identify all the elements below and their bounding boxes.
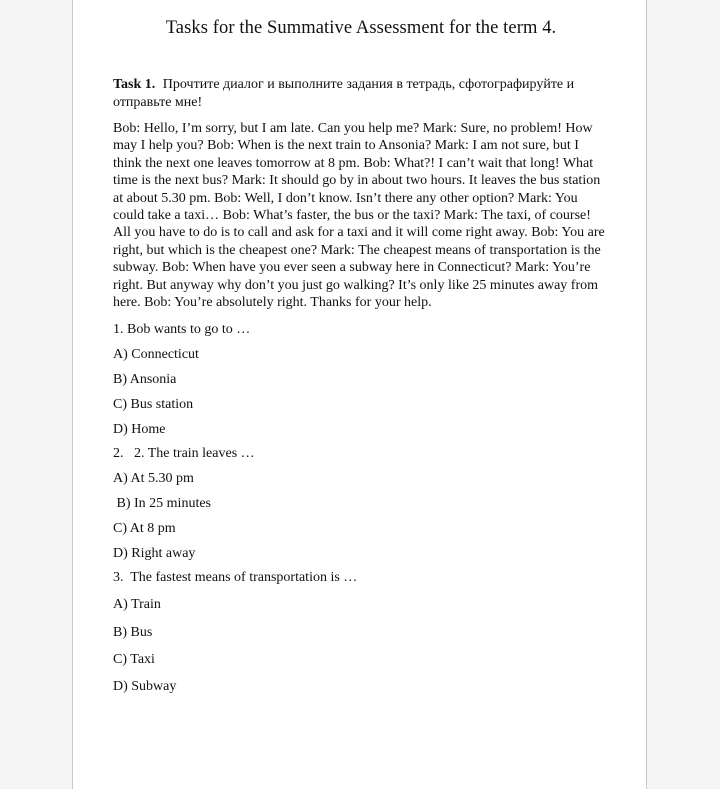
question-3-option-b: B) Bus — [113, 625, 153, 640]
dialog-text: Bob: Hello, I’m sorry, but I am late. Can you help me? Mark: Sure, no problem! How may I help you? Bob: When is the next train to Ansonia? Mark: I am not sure, but I think the next one leaves tomorrow at 8 pm. Bob: What?! I can’t wait that long! What time is the next bus? Mark: It should go by in about two hours. It leaves the bus station at about 5.30 pm. Bob: Well, I don’t know. Isn’t there any other option? Mark: You could take a taxi… Bob: What’s faster, the bus or the taxi? Mark: The taxi, of course! All you have to do is to call and ask for a taxi and it will come right away. Bob: You are right, but which is the cheapest one? Mark: The cheapest means of transportation is the subway. Bob: When have you ever seen a subway here in Connecticut? Mark: You’re right. But anyway why don’t you just go walking? It’s only like 25 minutes away from here. Bob: You’re absolutely right. Thanks for your help. — [113, 121, 605, 311]
question-3-option-c: C) Taxi — [113, 652, 155, 667]
question-1-option-d: D) Home — [113, 422, 166, 437]
question-2-option-b: B) In 25 minutes — [113, 496, 211, 511]
task-label: Task 1. — [113, 77, 156, 92]
question-1: 1. Bob wants to go to … — [113, 322, 251, 337]
question-1-option-a: A) Connecticut — [113, 347, 199, 362]
question-1-option-c: C) Bus station — [113, 397, 194, 412]
question-2-option-a: A) At 5.30 pm — [113, 471, 194, 486]
question-2: 2. 2. The train leaves … — [113, 446, 255, 461]
question-2-option-c: C) At 8 pm — [113, 521, 176, 536]
task-instruction: Прочтите диалог и выполните задания в тетрадь, сфотографируйте и отправьте мне! — [113, 77, 575, 110]
question-2-option-d: D) Right away — [113, 546, 196, 561]
question-3: 3. The fastest means of transportation is … — [113, 570, 358, 585]
question-3-option-d: D) Subway — [113, 679, 177, 694]
task-heading — [113, 76, 609, 111]
question-3-option-a: A) Train — [113, 597, 161, 612]
question-1-option-b: B) Ansonia — [113, 372, 177, 387]
document-page — [72, 0, 647, 789]
document-title: Tasks for the Summative Assessment for the term 4. — [165, 18, 557, 38]
